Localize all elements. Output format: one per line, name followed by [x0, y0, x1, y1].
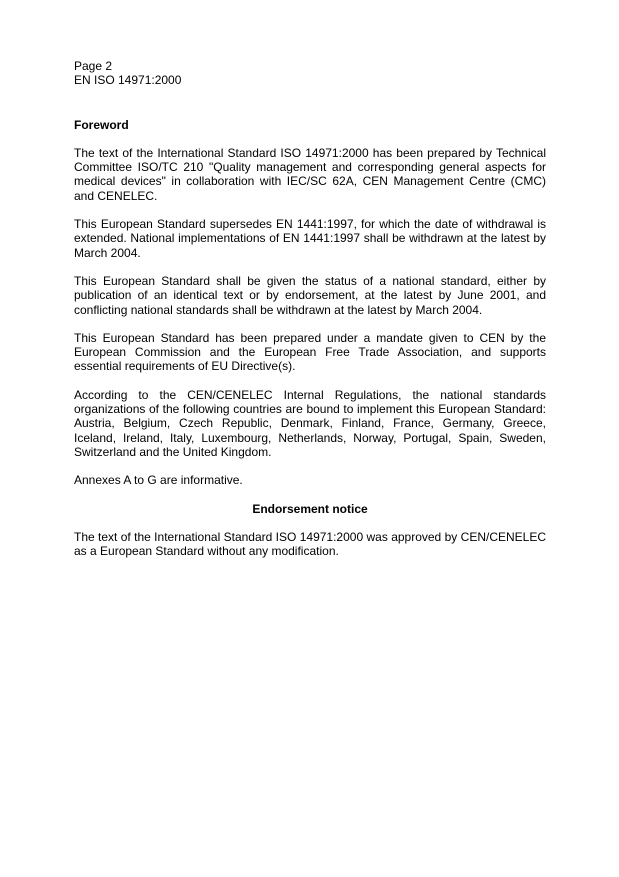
foreword-heading: Foreword: [74, 117, 129, 132]
document-id: EN ISO 14971:2000: [74, 73, 182, 88]
foreword-paragraph: The text of the International Standard ISO 14971:2000 has been prepared by Technical Committee ISO/TC 210 "Quality management and corresponding general aspects for medical devices" in collaboration with IEC/SC 62A, CEN Management Centre (CMC) and CENELEC.: [74, 145, 546, 203]
foreword-paragraph: This European Standard shall be given the status of a national standard, either by publication of an identical text or by endorsement, at the latest by June 2001, and conflicting national standards shall be withdrawn at the latest by March 2004.: [74, 273, 546, 317]
foreword-paragraph: Annexes A to G are informative.: [74, 473, 243, 488]
endorsement-paragraph: The text of the International Standard ISO 14971:2000 was approved by CEN/CENELEC as a European Standard without any modification.: [74, 529, 546, 559]
document-page: [74, 59, 546, 558]
foreword-paragraph: This European Standard has been prepared under a mandate given to CEN by the European Commission and the European Free Trade Association, and supports essential requirements of EU Directive(s).: [74, 330, 546, 374]
foreword-paragraph: According to the CEN/CENELEC Internal Regulations, the national standards organizations of the following countries are bound to implement this European Standard: Austria, Belgium, Czech Republic, Denmark, Finland, France, Germany, Greece, Iceland, Ireland, Italy, Luxembourg, Netherlands, Norway, Portugal, Spain, Sweden, Switzerland and the United Kingdom.: [74, 387, 546, 459]
endorsement-heading: Endorsement notice: [252, 501, 368, 516]
page-number: Page 2: [74, 59, 113, 73]
foreword-paragraph: This European Standard supersedes EN 1441:1997, for which the date of withdrawal is extended. National implementations of EN 1441:1997 shall be withdrawn at the latest by March 2004.: [74, 217, 546, 260]
